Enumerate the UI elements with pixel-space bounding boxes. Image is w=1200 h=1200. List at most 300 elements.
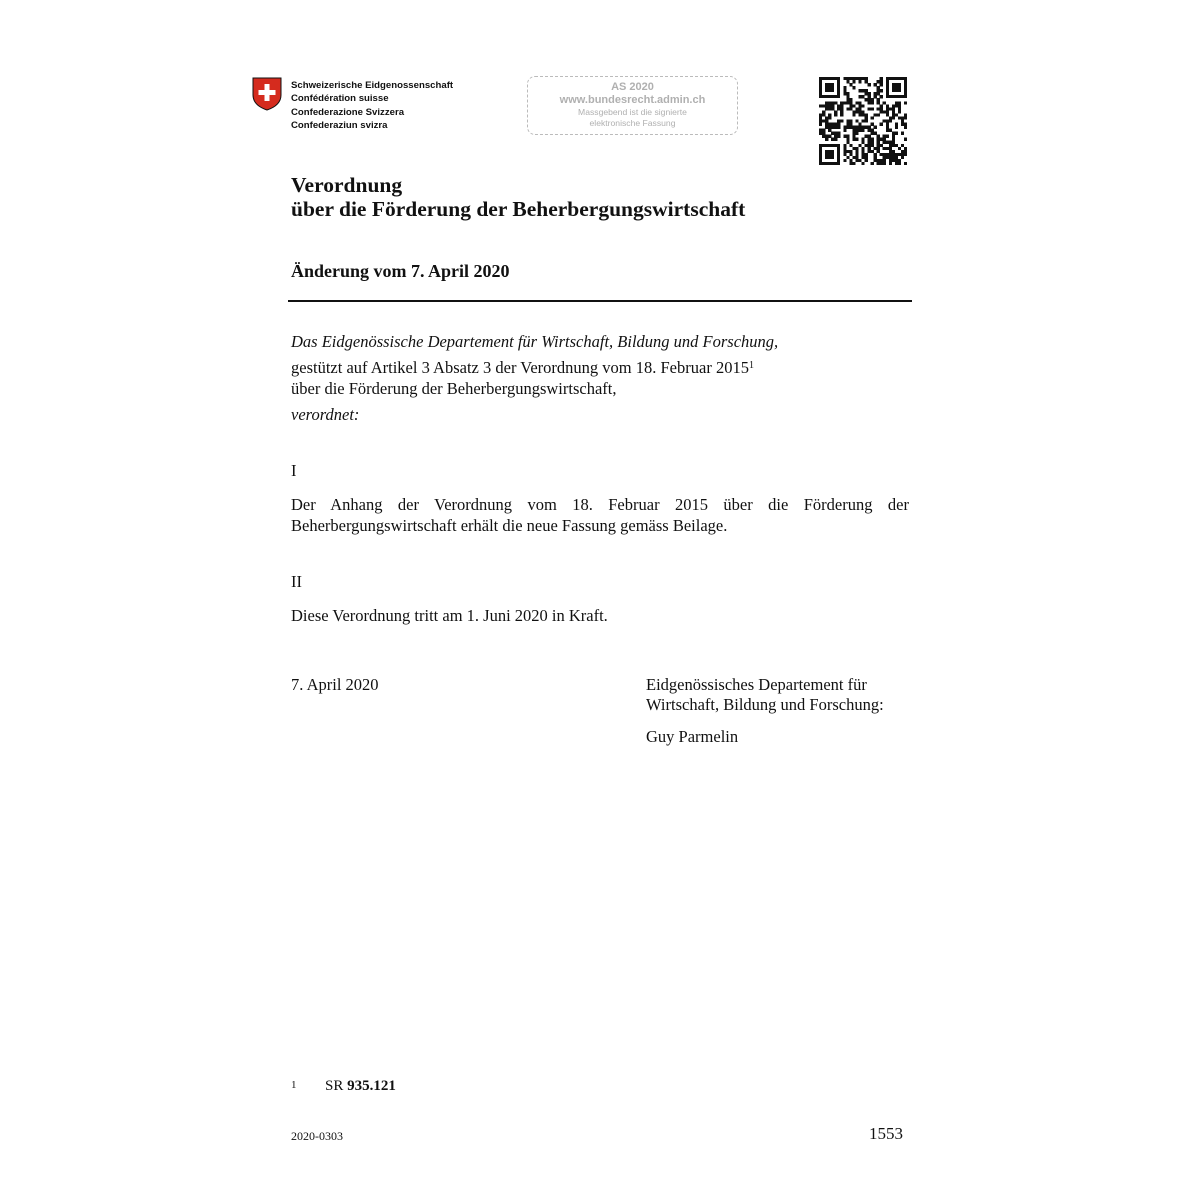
qr-module (852, 104, 855, 107)
qr-module (861, 153, 864, 156)
qr-module (828, 123, 831, 126)
qr-module (904, 138, 907, 141)
qr-module (843, 101, 846, 104)
qr-module (889, 141, 892, 144)
qr-module (819, 132, 822, 135)
qr-module (858, 126, 861, 129)
footnote-reference[interactable]: 1 (748, 360, 754, 371)
qr-module (865, 126, 868, 129)
qr-module (877, 150, 880, 153)
qr-module (846, 92, 849, 95)
qr-module (846, 119, 849, 122)
page-number: 1553 (869, 1124, 903, 1143)
qr-module (837, 119, 840, 122)
qr-module (865, 119, 868, 122)
qr-module (868, 138, 871, 141)
qr-module (843, 159, 846, 162)
qr-module (855, 77, 858, 80)
qr-module (889, 107, 892, 110)
qr-module (846, 141, 849, 144)
qr-module (868, 92, 871, 95)
qr-module (898, 101, 901, 104)
qr-module (846, 150, 849, 153)
qr-module (849, 83, 852, 86)
qr-module (880, 80, 883, 83)
qr-module (880, 138, 883, 141)
qr-module (855, 101, 858, 104)
qr-module (892, 153, 895, 156)
qr-module (883, 135, 886, 138)
qr-module (828, 135, 831, 138)
qr-module (880, 89, 883, 92)
qr-module (843, 129, 846, 132)
qr-module (825, 107, 828, 110)
qr-module (858, 129, 861, 132)
qr-module (861, 104, 864, 107)
confederation-name-rm: Confederaziun svizra (291, 120, 388, 132)
qr-module (822, 135, 825, 138)
qr-module (852, 162, 855, 165)
qr-module (846, 138, 849, 141)
qr-module (840, 104, 843, 107)
qr-module (874, 92, 877, 95)
confederation-name-fr: Confédération suisse (291, 93, 389, 105)
qr-module (828, 107, 831, 110)
qr-module (822, 119, 825, 122)
qr-module (877, 80, 880, 83)
qr-module (861, 110, 864, 113)
qr-module (868, 98, 871, 101)
qr-module (886, 129, 889, 132)
qr-module (880, 110, 883, 113)
qr-module (837, 132, 840, 135)
qr-module (901, 153, 904, 156)
qr-module (886, 113, 889, 116)
qr-module (831, 101, 834, 104)
qr-module (871, 123, 874, 126)
qr-module (898, 107, 901, 110)
stamp-collection: AS 2020 (611, 81, 654, 93)
qr-module (895, 156, 898, 159)
qr-module (828, 116, 831, 119)
document-title (291, 173, 745, 221)
qr-module (840, 113, 843, 116)
qr-module (904, 150, 907, 153)
qr-module (895, 162, 898, 165)
swiss-cross-icon (252, 77, 282, 111)
qr-module (855, 159, 858, 162)
qr-module (874, 95, 877, 98)
qr-module (831, 138, 834, 141)
qr-module (865, 98, 868, 101)
signatory-name: Guy Parmelin (646, 727, 739, 746)
qr-module (822, 110, 825, 113)
qr-module (883, 138, 886, 141)
confederation-names (291, 79, 453, 133)
qr-module (892, 110, 895, 113)
qr-module (834, 132, 837, 135)
qr-module (895, 153, 898, 156)
qr-module (892, 159, 895, 162)
qr-module (852, 132, 855, 135)
qr-module (858, 159, 861, 162)
qr-module (831, 126, 834, 129)
qr-module (874, 126, 877, 129)
stamp-url[interactable]: www.bundesrecht.admin.ch (559, 94, 706, 106)
qr-module (861, 138, 864, 141)
qr-module (849, 150, 852, 153)
qr-module (868, 129, 871, 132)
qr-module (849, 159, 852, 162)
qr-module (865, 116, 868, 119)
qr-module (877, 138, 880, 141)
qr-module (865, 92, 868, 95)
amendment-date: Änderung vom 7. April 2020 (291, 261, 510, 281)
qr-module (861, 129, 864, 132)
qr-module (831, 104, 834, 107)
qr-module (855, 119, 858, 122)
legal-basis-text: gestützt auf Artikel 3 Absatz 3 der Verordnung vom 18. Februar 2015 (291, 358, 749, 377)
qr-module (886, 141, 889, 144)
qr-module (855, 107, 858, 110)
qr-module (877, 162, 880, 165)
qr-module (828, 113, 831, 116)
qr-module (819, 129, 822, 132)
qr-module (895, 113, 898, 116)
qr-module (868, 135, 871, 138)
qr-module (849, 101, 852, 104)
footnote-sr-number[interactable]: 935.121 (347, 1078, 396, 1094)
qr-module (904, 101, 907, 104)
qr-module (880, 77, 883, 80)
qr-module (877, 98, 880, 101)
qr-module (898, 116, 901, 119)
qr-module (904, 147, 907, 150)
qr-module (849, 98, 852, 101)
qr-module (895, 159, 898, 162)
qr-module (904, 153, 907, 156)
qr-module (883, 101, 886, 104)
qr-module (889, 162, 892, 165)
qr-module (868, 101, 871, 104)
footnote-number: 1 (291, 1079, 297, 1091)
qr-module (892, 150, 895, 153)
qr-module (837, 107, 840, 110)
qr-module (852, 126, 855, 129)
qr-module (871, 129, 874, 132)
signature-date: 7. April 2020 (291, 675, 379, 694)
qr-module (834, 126, 837, 129)
qr-module (886, 123, 889, 126)
issuing-authority: Das Eidgenössische Departement für Wirtschaft, Bildung und Forschung, (291, 332, 779, 351)
qr-module (834, 123, 837, 126)
qr-module (846, 101, 849, 104)
qr-module (843, 92, 846, 95)
qr-module (883, 162, 886, 165)
qr-module (901, 116, 904, 119)
qr-module (843, 89, 846, 92)
qr-module (822, 113, 825, 116)
qr-module (861, 147, 864, 150)
section-text-2: Diese Verordnung tritt am 1. Juni 2020 in Kraft. (291, 606, 608, 625)
qr-module (849, 144, 852, 147)
qr-module (819, 123, 822, 126)
qr-module (904, 123, 907, 126)
qr-module (892, 144, 895, 147)
qr-module (843, 147, 846, 150)
qr-module (855, 110, 858, 113)
qr-module (877, 135, 880, 138)
qr-module (892, 107, 895, 110)
qr-module (865, 153, 868, 156)
qr-module (855, 132, 858, 135)
section-text-1: Der Anhang der Verordnung vom 18. Februar 2015 über die Förderung der Beherbergungswirtschaft erhält die neue Fassung gemäss Beilage. (291, 495, 909, 535)
qr-module (889, 150, 892, 153)
qr-module (874, 83, 877, 86)
qr-module (843, 126, 846, 129)
qr-module (834, 138, 837, 141)
qr-module (877, 144, 880, 147)
title-line-1: Verordnung (291, 173, 403, 197)
qr-module (843, 153, 846, 156)
qr-module (834, 113, 837, 116)
qr-module (895, 104, 898, 107)
qr-module (852, 147, 855, 150)
qr-module (868, 83, 871, 86)
qr-module (846, 80, 849, 83)
qr-module (901, 150, 904, 153)
stamp-note-2: elektronische Fassung (589, 117, 676, 128)
qr-module (865, 80, 868, 83)
qr-module (868, 95, 871, 98)
qr-module (865, 159, 868, 162)
qr-module (871, 141, 874, 144)
qr-module (892, 138, 895, 141)
qr-module (858, 80, 861, 83)
qr-module (837, 126, 840, 129)
qr-module (828, 126, 831, 129)
decrees-label: verordnet: (291, 405, 360, 424)
signing-department-line-2: Wirtschaft, Bildung und Forschung: (646, 695, 884, 714)
qr-module (883, 141, 886, 144)
qr-module (834, 110, 837, 113)
qr-module (861, 119, 864, 122)
qr-module (825, 135, 828, 138)
qr-module (868, 141, 871, 144)
qr-module (901, 156, 904, 159)
qr-module (868, 147, 871, 150)
qr-module (825, 126, 828, 129)
qr-module (886, 156, 889, 159)
qr-module (883, 147, 886, 150)
qr-module (886, 107, 889, 110)
qr-module (861, 150, 864, 153)
qr-module (871, 144, 874, 147)
qr-module (871, 150, 874, 153)
confederation-name-it: Confederazione Svizzera (291, 106, 405, 118)
qr-module (846, 126, 849, 129)
qr-module (898, 110, 901, 113)
qr-module (840, 107, 843, 110)
qr-module (892, 135, 895, 138)
qr-module (849, 107, 852, 110)
qr-module (843, 150, 846, 153)
qr-module (858, 101, 861, 104)
qr-module (865, 156, 868, 159)
qr-module (819, 104, 822, 107)
qr-module (849, 153, 852, 156)
qr-module (843, 86, 846, 89)
qr-module (828, 101, 831, 104)
qr-module (852, 138, 855, 141)
qr-module (871, 116, 874, 119)
qr-module (889, 144, 892, 147)
footnote-text (325, 1078, 396, 1095)
qr-module (858, 89, 861, 92)
qr-module (855, 156, 858, 159)
signing-department-line-1: Eidgenössisches Departement für (646, 675, 867, 694)
qr-module (837, 123, 840, 126)
qr-module (865, 77, 868, 80)
qr-module (886, 135, 889, 138)
qr-module (831, 107, 834, 110)
qr-module (858, 110, 861, 113)
qr-module (819, 113, 822, 116)
qr-module (901, 123, 904, 126)
qr-module (846, 135, 849, 138)
qr-module (840, 101, 843, 104)
qr-module (904, 113, 907, 116)
qr-module (868, 126, 871, 129)
qr-module (861, 141, 864, 144)
qr-module (904, 126, 907, 129)
qr-module (904, 162, 907, 165)
qr-module (843, 77, 846, 80)
qr-module (865, 144, 868, 147)
qr-module (837, 104, 840, 107)
qr-module (886, 110, 889, 113)
qr-module (849, 77, 852, 80)
qr-module (901, 119, 904, 122)
qr-module (855, 150, 858, 153)
qr-module (874, 153, 877, 156)
qr-module (871, 138, 874, 141)
qr-module (901, 144, 904, 147)
qr-module (846, 123, 849, 126)
qr-module (846, 107, 849, 110)
qr-module (883, 110, 886, 113)
qr-module (871, 98, 874, 101)
qr-module (852, 113, 855, 116)
qr-module (834, 101, 837, 104)
qr-module (895, 126, 898, 129)
title-line-2: über die Förderung der Beherbergungswirtschaft (291, 197, 746, 221)
qr-module (831, 123, 834, 126)
qr-module (874, 113, 877, 116)
qr-module (871, 162, 874, 165)
qr-module (886, 153, 889, 156)
qr-module (868, 144, 871, 147)
qr-module (861, 126, 864, 129)
qr-module (858, 123, 861, 126)
qr-module (892, 141, 895, 144)
official-stamp (527, 76, 738, 135)
qr-module (892, 156, 895, 159)
qr-module (877, 141, 880, 144)
qr-module (843, 144, 846, 147)
qr-module (861, 95, 864, 98)
qr-module (822, 129, 825, 132)
qr-module (825, 116, 828, 119)
qr-module (892, 132, 895, 135)
qr-module (889, 119, 892, 122)
qr-module (849, 104, 852, 107)
qr-module (852, 80, 855, 83)
section-numeral-1: I (291, 461, 297, 480)
qr-module (898, 104, 901, 107)
qr-module (889, 159, 892, 162)
qr-module (861, 156, 864, 159)
qr-module (892, 113, 895, 116)
qr-module (865, 135, 868, 138)
qr-module (846, 98, 849, 101)
qr-module (877, 113, 880, 116)
qr-module (874, 132, 877, 135)
qr-module (880, 104, 883, 107)
qr-module (889, 116, 892, 119)
qr-module (904, 116, 907, 119)
qr-module (819, 116, 822, 119)
qr-module (858, 107, 861, 110)
qr-module (852, 86, 855, 89)
qr-module (886, 126, 889, 129)
qr-module (886, 147, 889, 150)
qr-module (880, 162, 883, 165)
qr-module (895, 101, 898, 104)
qr-module (825, 119, 828, 122)
qr-module (880, 123, 883, 126)
qr-module (895, 123, 898, 126)
qr-module (868, 107, 871, 110)
qr-module (865, 113, 868, 116)
qr-module (852, 156, 855, 159)
qr-module (855, 138, 858, 141)
qr-module (843, 135, 846, 138)
qr-module (898, 162, 901, 165)
qr-module (858, 113, 861, 116)
qr-module (877, 147, 880, 150)
qr-module (852, 135, 855, 138)
qr-module (837, 135, 840, 138)
qr-module (822, 104, 825, 107)
qr-module (880, 159, 883, 162)
qr-module (901, 132, 904, 135)
legal-basis-line-2: über die Förderung der Beherbergungswirtschaft, (291, 379, 617, 398)
qr-module (874, 159, 877, 162)
qr-module (889, 153, 892, 156)
qr-module (825, 123, 828, 126)
qr-module (883, 153, 886, 156)
qr-module (871, 132, 874, 135)
qr-module (898, 159, 901, 162)
document-id: 2020-0303 (291, 1129, 343, 1143)
qr-module (822, 132, 825, 135)
qr-module (852, 110, 855, 113)
qr-module (840, 119, 843, 122)
qr-code-icon[interactable] (819, 77, 907, 165)
qr-module (846, 95, 849, 98)
qr-module (892, 116, 895, 119)
